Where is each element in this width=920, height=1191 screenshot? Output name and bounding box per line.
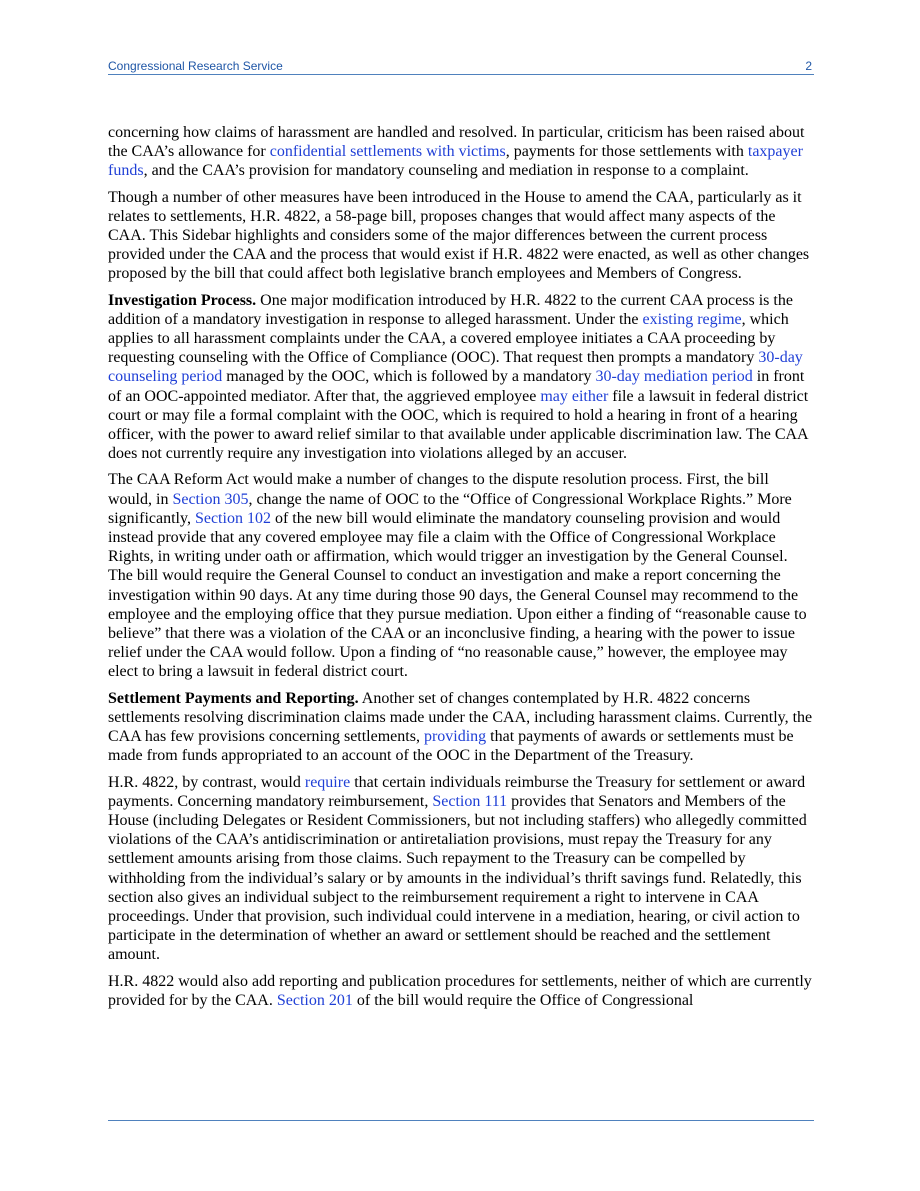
page-header — [108, 58, 814, 74]
paragraph — [108, 689, 814, 766]
text-run: provides that Senators and Members of the House (including Delegates or Resident Commissioners, but not including staffers) who allegedly committed violations of the CAA’s antidiscrimination or antiretaliation provisions, must repay the Treasury for any settlement amounts arising from those claims. Such repayment to the Treasury can be compelled by withholding from the individual’s salary or by amounts in the individual’s thrift savings fund. Relatedly, this section also gives an individual subject to the reimbursement requirement a right to intervene in CAA proceedings. Under that provision, such individual could intervene in a mediation, hearing, or civil action to participate in the determination of whether an award or settlement should be reached and the settlement amount. — [108, 792, 807, 964]
hyperlink[interactable]: Section 102 — [194, 509, 271, 527]
paragraph — [108, 123, 814, 181]
hyperlink[interactable]: existing regime — [642, 310, 742, 328]
text-run: , which applies to all harassment complaints under the CAA, a covered employee initiates a CAA proceeding by requesting counseling with the Office of Compliance (OOC). That request then prompts a mandatory — [108, 310, 789, 367]
text-run: in front of an OOC-appointed mediator. After that, the aggrieved employee — [108, 368, 805, 405]
paragraph — [108, 470, 814, 681]
text-run: managed by the OOC, which is followed by a mandatory — [222, 368, 596, 386]
text-run: concerning how claims of harassment are handled and resolved. In particular, criticism has been raised about the CAA’s allowance for — [108, 124, 805, 161]
section-heading: Settlement Payments and Reporting. — [108, 689, 359, 707]
text-run: that payments of awards or settlements must be made from funds appropriated to an account of the OOC in the Department of the Treasury. — [108, 728, 794, 765]
hyperlink[interactable]: Section 201 — [276, 991, 353, 1009]
paragraph — [108, 972, 814, 1010]
page-number: 2 — [805, 59, 812, 73]
paragraph — [108, 773, 814, 965]
text-run: One major modification introduced by H.R. 4822 to the current CAA process is the addition of a mandatory investigation in response to alleged harassment. Under the — [108, 291, 793, 328]
text-run: H.R. 4822 would also add reporting and publication procedures for settlements, neither of which are currently provided for by the CAA. — [108, 972, 812, 1009]
text-run: of the bill would require the Office of Congressional — [352, 991, 694, 1009]
text-run: H.R. 4822, by contrast, would — [108, 773, 305, 791]
hyperlink[interactable]: require — [304, 773, 351, 791]
paragraph — [108, 188, 814, 284]
text-run: that certain individuals reimburse the Treasury for settlement or award payments. Concerning mandatory reimbursement, — [108, 773, 806, 810]
text-run: , and the CAA’s provision for mandatory counseling and mediation in response to a complaint. — [143, 162, 749, 180]
section-heading: Investigation Process. — [108, 291, 257, 309]
text-run: file a lawsuit in federal district court or may file a formal complaint with the OOC, which is required to hold a hearing in front of a hearing officer, with the power to award relief similar to that available under applicable discrimination law. The CAA does not currently require any investigation into violations alleged by an accuser. — [108, 387, 809, 463]
hyperlink[interactable]: confidential settlements with victims — [269, 143, 506, 161]
text-run: , change the name of OOC to the “Office of Congressional Workplace Rights.” More significantly, — [108, 490, 792, 527]
header-rule — [108, 74, 814, 75]
hyperlink[interactable]: Section 305 — [172, 490, 249, 508]
hyperlink[interactable]: may either — [540, 387, 609, 405]
hyperlink[interactable]: 30-day counseling period — [108, 349, 803, 386]
text-run: of the new bill would eliminate the mandatory counseling provision and would instead provide that any covered employee may file a claim with the Office of Congressional Workplace Rights, in writing under oath or affirmation, which would trigger an investigation by the General Counsel. The bill would require the General Counsel to conduct an investigation and make a report concerning the investigation within 90 days. At any time during those 90 days, the General Counsel may recommend to the employee and the employing office that they pursue mediation. Upon either a finding of “reasonable cause to believe” that there was a violation of the CAA or an inconclusive finding, a hearing with the power to issue relief under the CAA would follow. Upon a finding of “no reasonable cause,” however, the employee may elect to bring a lawsuit in federal district court. — [108, 509, 807, 681]
footer-rule — [108, 1120, 814, 1121]
hyperlink[interactable]: providing — [423, 728, 487, 746]
header-organization: Congressional Research Service — [108, 59, 283, 73]
text-run: Another set of changes contemplated by H.R. 4822 concerns settlements resolving discrimination claims made under the CAA, including harassment claims. Currently, the CAA has few provisions concerning settlements, — [108, 689, 813, 746]
text-run: The CAA Reform Act would make a number of changes to the dispute resolution process. First, the bill would, in — [108, 471, 769, 508]
hyperlink[interactable]: taxpayer funds — [108, 143, 803, 180]
text-run: Though a number of other measures have been introduced in the House to amend the CAA, particularly as it relates to settlements, H.R. 4822, a 58-page bill, proposes changes that would affect many aspects of the CAA. This Sidebar highlights and considers some of the major differences between the current process provided under the CAA and the process that would exist if H.R. 4822 were enacted, as well as other changes proposed by the bill that could affect both legislative branch employees and Members of Congress. — [108, 188, 810, 283]
hyperlink[interactable]: Section 111 — [432, 792, 508, 810]
paragraph — [108, 291, 814, 464]
hyperlink[interactable]: 30-day mediation period — [595, 368, 753, 386]
text-run: , payments for those settlements with — [505, 143, 748, 161]
document-body — [108, 123, 814, 1017]
